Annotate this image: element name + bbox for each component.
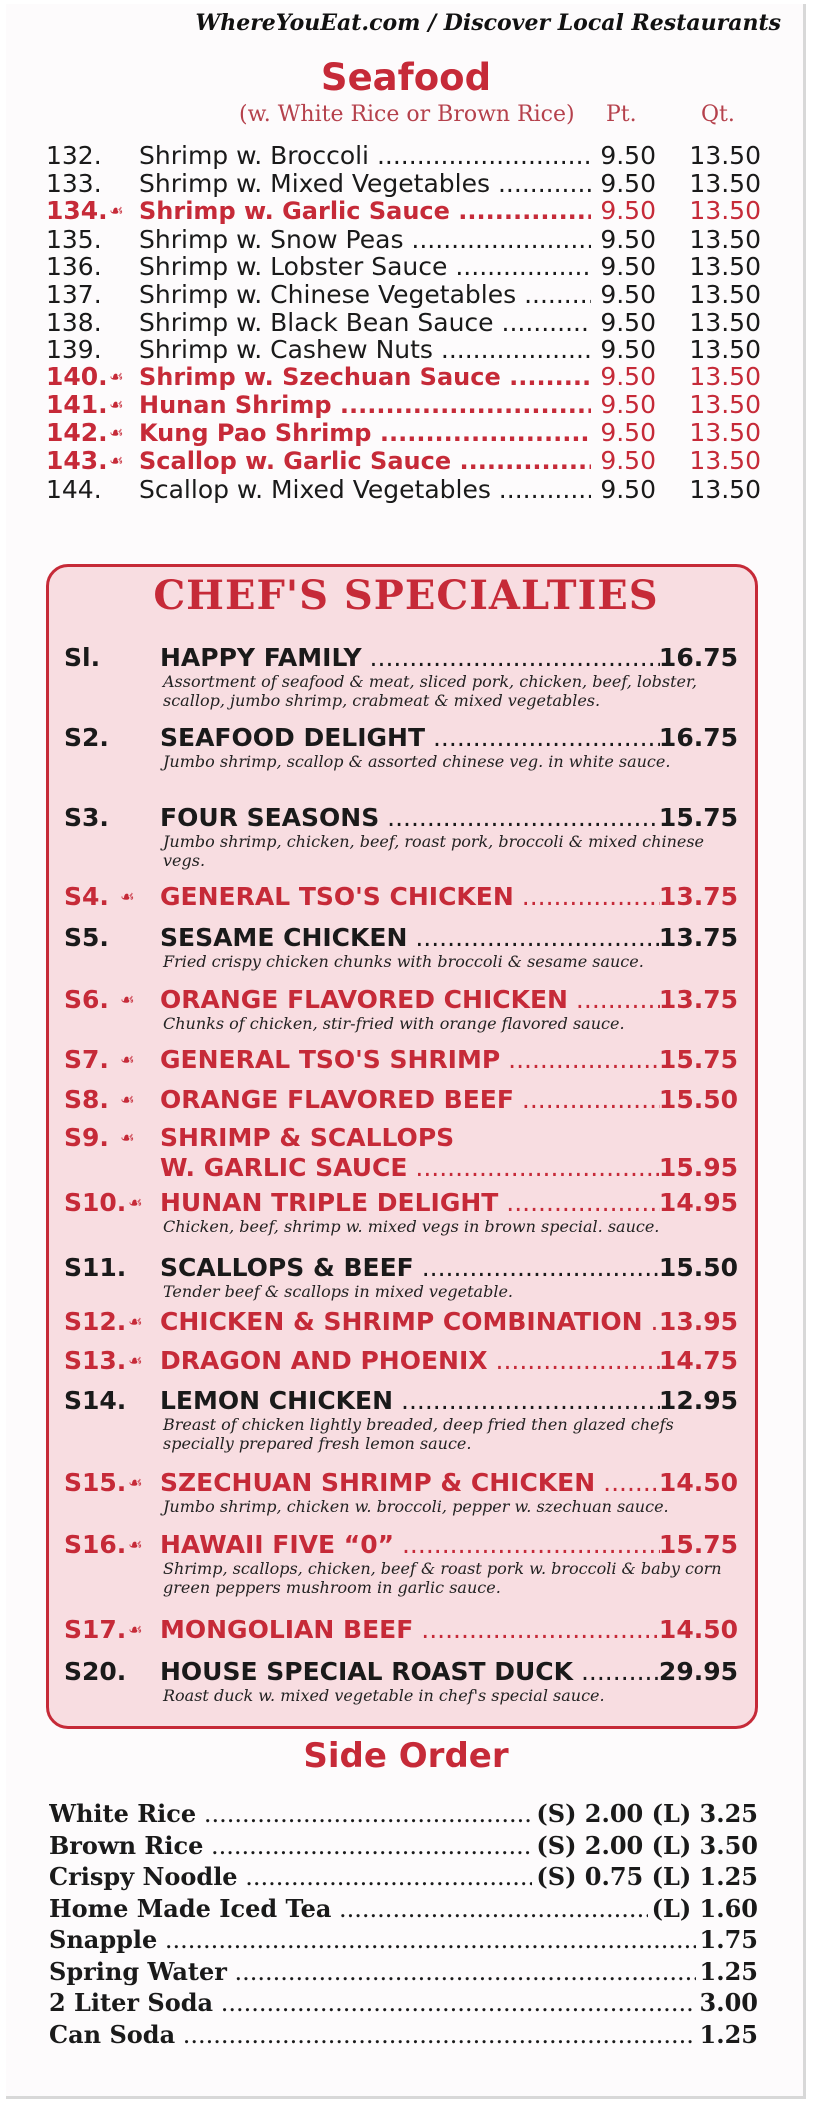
item-price: 1.75 [696,1924,758,1955]
item-name: Shrimp w. Garlic Sauce ..... [139,196,591,226]
item-price: (S) 0.75 (L) 1.25 [532,1861,758,1892]
item-number: 137. [46,280,102,309]
item-name: DRAGON AND PHOENIX ..... [160,1345,660,1377]
item-description: Assortment of seafood & meat, sliced pork, chicken, beef, lobster, scallop, jumbo shrimp, crabmeat & mixed vegetables. [163,672,697,710]
chefs-specialties-title: CHEF'S SPECIALTIES [153,572,659,619]
item-price: 13.75 [658,882,738,911]
quart-price: 13.50 [689,362,761,391]
item-code: S14. [64,1386,127,1415]
item-description: Shrimp, scallops, chicken, beef & roast pork w. broccoli & baby corn green peppers mushroom in garlic sauce. [163,1559,722,1597]
item-price: 14.50 [658,1615,738,1644]
item-number: 142. [46,418,108,447]
item-code: S12. [64,1307,127,1336]
item-price: 15.75 [658,1045,738,1074]
item-number: 144. [46,475,102,504]
item-name: CHICKEN & SHRIMP COMBINATION ..... [160,1306,660,1338]
seafood-item [6,141,806,171]
item-price: (S) 2.00 (L) 3.25 [532,1798,758,1829]
quart-price: 13.50 [689,390,761,419]
item-code: S9. [64,1123,109,1152]
pint-price: 9.50 [600,390,656,419]
pint-price: 9.50 [600,418,656,447]
item-description: Chunks of chicken, stir-fried with orange flavored sauce. [163,1014,625,1033]
item-price: 13.75 [658,985,738,1014]
side-order-title: Side Order [303,1736,509,1776]
item-number: 141. [46,390,108,419]
chili-pepper-icon: ☙ [128,1312,143,1331]
item-price: (S) 2.00 (L) 3.50 [532,1830,758,1861]
item-name: Home Made Iced Tea ..... [49,1893,749,1925]
item-number: 139. [46,335,102,364]
pint-price: 9.50 [600,335,656,364]
item-code: S13. [64,1346,127,1375]
item-name: Scallop w. Mixed Vegetables ..... [139,475,591,505]
item-name: Shrimp w. Broccoli ..... [139,141,591,171]
item-price: 3.00 [696,1987,758,2018]
item-number: 136. [46,252,102,281]
item-price: 1.25 [696,1956,758,1987]
item-name: Kung Pao Shrimp ..... [139,418,591,448]
item-name-line2: W. GARLIC SAUCE ..... [160,1152,660,1184]
item-price: 14.75 [658,1346,738,1375]
item-price: 15.75 [658,1530,738,1559]
seafood-item [6,446,806,476]
quart-price: 13.50 [689,475,761,504]
seafood-item [6,225,806,255]
chili-pepper-icon: ☙ [109,201,124,220]
quart-price: 13.50 [689,252,761,281]
item-code: S10. [64,1188,127,1217]
seafood-item [6,418,806,448]
side-order-item [6,1987,806,2018]
item-number: 135. [46,225,102,254]
item-description: Roast duck w. mixed vegetable in chef's special sauce. [163,1686,605,1705]
item-code: S20. [64,1657,127,1686]
pint-price: 9.50 [600,308,656,337]
side-order-item [6,1893,806,1924]
item-code: S7. [64,1045,109,1074]
quart-price: 13.50 [689,169,761,198]
item-code: S8. [64,1085,109,1114]
item-price: 14.95 [658,1188,738,1217]
pint-price: 9.50 [600,475,656,504]
item-description: Tender beef & scallops in mixed vegetable. [163,1282,513,1301]
item-name: White Rice ..... [49,1798,749,1830]
item-price: 14.50 [658,1468,738,1497]
item-name: Brown Rice ..... [49,1830,749,1862]
side-order-item [6,1861,806,1892]
chili-pepper-icon: ☙ [128,1351,143,1370]
item-price: (L) 1.60 [648,1893,758,1924]
seafood-item [6,335,806,365]
seafood-item [6,308,806,338]
pint-price: 9.50 [600,225,656,254]
item-price: 13.75 [658,923,738,952]
seafood-item [6,196,806,226]
item-name: Shrimp w. Mixed Vegetables ..... [139,169,591,199]
item-price: 15.50 [658,1085,738,1114]
side-order-item [6,1956,806,1987]
item-price: 1.25 [696,2019,758,2050]
item-code: S16. [64,1530,127,1559]
item-name: ORANGE FLAVORED BEEF ..... [160,1084,660,1116]
item-description: Fried crispy chicken chunks with broccoli & sesame sauce. [163,952,644,971]
chili-pepper-icon: ☙ [120,1050,135,1069]
item-code: S17. [64,1615,127,1644]
pint-price: 9.50 [600,280,656,309]
item-name: HUNAN TRIPLE DELIGHT ..... [160,1187,660,1219]
chili-pepper-icon: ☙ [120,887,135,906]
item-name: HAPPY FAMILY ..... [160,642,660,674]
item-description: Breast of chicken lightly breaded, deep fried then glazed chefs specially prepared fresh lemon sauce. [163,1415,674,1453]
item-name: Can Soda ..... [49,2019,749,2051]
chili-pepper-icon: ☙ [128,1620,143,1639]
seafood-subtitle: (w. White Rice or Brown Rice) [239,102,575,127]
pint-price: 9.50 [600,196,656,225]
seafood-title: Seafood [320,56,492,99]
seafood-item [6,252,806,282]
item-code: S4. [64,882,109,911]
item-name: FOUR SEASONS ..... [160,802,660,834]
item-number: 143. [46,446,108,475]
item-description: Jumbo shrimp, chicken w. broccoli, pepper w. szechuan sauce. [163,1497,669,1516]
item-name: SHRIMP & SCALLOPS [160,1123,455,1152]
quart-column-header: Qt. [701,102,735,127]
item-price: 15.50 [658,1253,738,1282]
item-code: S3. [64,803,109,832]
chili-pepper-icon: ☙ [109,395,124,414]
item-name: GENERAL TSO'S CHICKEN ..... [160,881,660,913]
side-order-item [6,1798,806,1829]
item-description: Jumbo shrimp, chicken, beef, roast pork, broccoli & mixed chinese vegs. [163,832,705,870]
item-code: Sl. [64,643,101,672]
item-name: HAWAII FIVE “0” ..... [160,1529,660,1561]
item-price: 12.95 [658,1386,738,1415]
item-name: ORANGE FLAVORED CHICKEN ..... [160,984,660,1016]
item-number: 132. [46,141,102,170]
chili-pepper-icon: ☙ [128,1535,143,1554]
site-watermark: WhereYouEat.com / Discover Local Restaurants [195,10,781,36]
item-name: Spring Water ..... [49,1956,749,1988]
chili-pepper-icon: ☙ [109,451,124,470]
item-name: SESAME CHICKEN ..... [160,922,660,954]
seafood-item [6,390,806,420]
pint-price: 9.50 [600,169,656,198]
item-name: Shrimp w. Lobster Sauce ..... [139,252,591,282]
item-name: Shrimp w. Black Bean Sauce ..... [139,308,591,338]
pint-price: 9.50 [600,362,656,391]
item-number: 134. [46,196,108,225]
item-name: Snapple ..... [49,1924,749,1956]
quart-price: 13.50 [689,418,761,447]
item-name: SCALLOPS & BEEF ..... [160,1252,660,1284]
item-price: 16.75 [658,723,738,752]
pint-column-header: Pt. [606,102,637,127]
chili-pepper-icon: ☙ [128,1473,143,1492]
chili-pepper-icon: ☙ [128,1193,143,1212]
item-name: LEMON CHICKEN ..... [160,1385,660,1417]
seafood-item [6,280,806,310]
quart-price: 13.50 [689,308,761,337]
item-name: Crispy Noodle ..... [49,1861,749,1893]
item-name: MONGOLIAN BEEF ..... [160,1614,660,1646]
seafood-item [6,362,806,392]
quart-price: 13.50 [689,280,761,309]
pint-price: 9.50 [600,252,656,281]
side-order-item [6,2019,806,2050]
item-name: GENERAL TSO'S SHRIMP ..... [160,1044,660,1076]
item-name: 2 Liter Soda ..... [49,1987,749,2019]
item-name: HOUSE SPECIAL ROAST DUCK ..... [160,1656,660,1688]
quart-price: 13.50 [689,446,761,475]
pint-price: 9.50 [600,141,656,170]
item-name: Hunan Shrimp ..... [139,390,591,420]
item-name: SZECHUAN SHRIMP & CHICKEN ..... [160,1467,660,1499]
item-price: 15.95 [658,1153,738,1182]
item-name: Shrimp w. Cashew Nuts ..... [139,335,591,365]
item-code: S2. [64,723,109,752]
menu-page [6,4,806,2099]
chili-pepper-icon: ☙ [120,1128,135,1147]
item-name: Shrimp w. Chinese Vegetables ..... [139,280,591,310]
item-price: 29.95 [658,1657,738,1686]
item-code: S11. [64,1253,127,1282]
item-code: S15. [64,1468,127,1497]
chili-pepper-icon: ☙ [109,423,124,442]
item-name: Shrimp w. Snow Peas ..... [139,225,591,255]
quart-price: 13.50 [689,335,761,364]
item-number: 138. [46,308,102,337]
item-price: 16.75 [658,643,738,672]
item-price: 13.95 [658,1307,738,1336]
item-description: Chicken, beef, shrimp w. mixed vegs in brown special. sauce. [163,1217,660,1236]
item-description: Jumbo shrimp, scallop & assorted chinese veg. in white sauce. [163,752,671,771]
chili-pepper-icon: ☙ [109,367,124,386]
item-number: 133. [46,169,102,198]
item-number: 140. [46,362,108,391]
side-order-item [6,1830,806,1861]
chili-pepper-icon: ☙ [120,1090,135,1109]
seafood-item [6,169,806,199]
item-price: 15.75 [658,803,738,832]
item-name: Scallop w. Garlic Sauce ..... [139,446,591,476]
item-name: SEAFOOD DELIGHT ..... [160,722,660,754]
quart-price: 13.50 [689,141,761,170]
pint-price: 9.50 [600,446,656,475]
quart-price: 13.50 [689,225,761,254]
item-code: S6. [64,985,109,1014]
item-name: Shrimp w. Szechuan Sauce ..... [139,362,591,392]
side-order-item [6,1924,806,1955]
quart-price: 13.50 [689,196,761,225]
item-code: S5. [64,923,109,952]
chili-pepper-icon: ☙ [120,990,135,1009]
seafood-item [6,475,806,505]
